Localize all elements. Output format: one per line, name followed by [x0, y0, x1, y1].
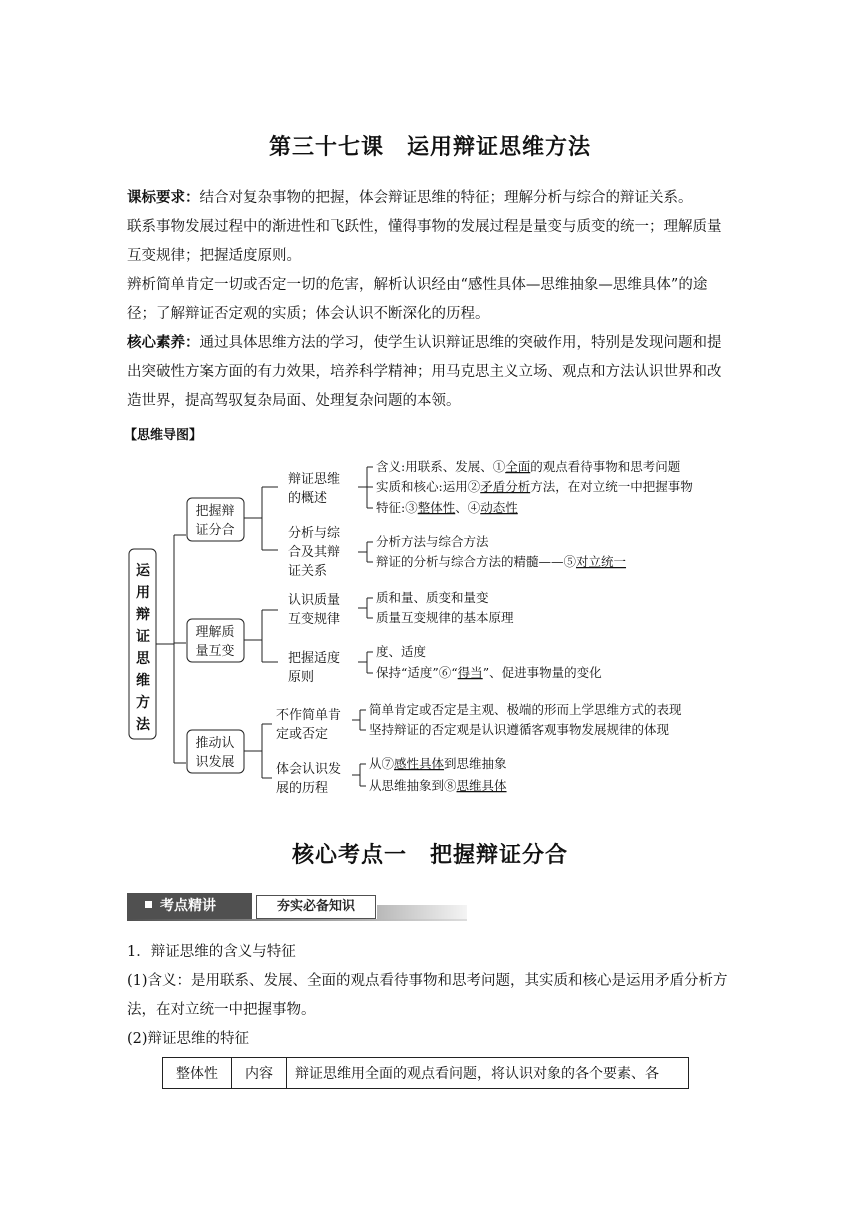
root-char-1: 运 — [136, 563, 150, 579]
standards-para-3: 辨析简单肯定一切或否定一切的危害，解析认识经由“感性具体—思维抽象—思维具体”的途径；了解辩证否定观的实质；体会认识不断深化的历程。 — [127, 277, 708, 322]
root-char-5: 思 — [136, 651, 150, 667]
branch-1-label-1: 把握辩 — [195, 504, 235, 519]
sub-2-2-label-1: 把握适度 — [288, 651, 341, 666]
sub-1-2-label-1: 分析与综 — [288, 526, 341, 541]
table-cell-feature: 整体性 — [163, 1058, 232, 1089]
item-1-1-2: 实质和核心:运用②矛盾分析方法，在对立统一中把握事物 — [376, 479, 693, 494]
item-2-1-2: 质量互变规律的基本原理 — [376, 610, 514, 625]
root-char-7: 方 — [136, 695, 150, 711]
page-title: 第三十七课 运用辩证思维方法 — [268, 135, 591, 160]
item-1-1-3: 特征:③整体性、④动态性 — [376, 500, 518, 515]
item-2-2-1: 度、适度 — [376, 644, 427, 659]
item-1-2-1: 分析方法与综合方法 — [376, 534, 489, 549]
item-1-2-2: 辩证的分析与综合方法的精髓——⑤对立统一 — [376, 554, 627, 569]
banner-light-label: 夯实必备知识 — [256, 895, 376, 919]
banner-fade — [377, 905, 467, 919]
sub-2-1-label-2: 互变规律 — [288, 612, 341, 627]
item-1-1-1: 含义:用联系、发展、①全面的观点看待事物和思考问题 — [376, 459, 681, 474]
sub-2-1-label-1: 认识质量 — [288, 593, 341, 608]
banner-underline — [127, 919, 467, 921]
standards-label: 课标要求： — [127, 190, 200, 206]
root-char-4: 证 — [136, 629, 150, 645]
point1-definition: (1)含义：是用联系、发展、全面的观点看待事物和思考问题，其实质和核心是运用矛盾分析方法，在对立统一中把握事物。 — [127, 973, 728, 1018]
core-text: 通过具体思维方法的学习，使学生认识辩证思维的突破作用，特别是发现问题和提出突破性方案方面的有力效果，培养科学精神；用马克思主义立场、观点和方法认识世界和改造世界，提高驾驭复杂局面、处理复杂问题的本领。 — [127, 335, 722, 409]
square-icon — [145, 901, 152, 908]
section-title: 核心考点一 把握辩证分合 — [291, 843, 568, 868]
item-3-1-1: 简单肯定或否定是主观、极端的形而上学思维方式的表现 — [369, 702, 682, 717]
item-2-1-1: 质和量、质变和量变 — [376, 590, 489, 605]
sub-1-2-label-2: 合及其辩 — [288, 545, 341, 560]
point1-features-heading: (2)辩证思维的特征 — [127, 1031, 250, 1047]
sub-2-2-label-2: 原则 — [288, 670, 315, 685]
banner-dark-label: 考点精讲 — [160, 898, 216, 914]
item-3-1-2: 坚持辩证的否定观是认识遵循客观事物发展规律的体现 — [369, 722, 670, 737]
item-3-2-2: 从思维抽象到⑧思维具体 — [369, 778, 507, 793]
point1-heading: 1．辩证思维的含义与特征 — [127, 944, 296, 960]
table-cell-type: 内容 — [232, 1058, 287, 1089]
branch-2-label-2: 量互变 — [195, 644, 235, 659]
table-cell-content: 辩证思维用全面的观点看问题，将认识对象的各个要素、各 — [287, 1058, 689, 1089]
sub-3-1-label-1: 不作简单肯 — [276, 708, 342, 723]
branch-1-label-2: 证分合 — [195, 523, 235, 538]
root-char-3: 辩 — [136, 607, 150, 623]
section-banner — [127, 893, 467, 921]
item-2-2-2: 保持“适度”⑥“得当”、促进事物量的变化 — [376, 665, 602, 680]
branch-3-label-1: 推动认 — [195, 736, 235, 751]
banner-dark — [127, 893, 252, 919]
sub-3-2-label-2: 展的历程 — [276, 781, 329, 796]
sub-3-2-label-1: 体会认识发 — [276, 762, 342, 777]
standards-line-1: 结合对复杂事物的把握，体会辩证思维的特征；理解分析与综合的辩证关系。 — [199, 190, 693, 206]
standards-para-2: 联系事物发展过程中的渐进性和飞跃性，懂得事物的发展过程是量变与质变的统一；理解质量互变规律；把握适度原则。 — [127, 219, 722, 264]
mindmap-label: 【思维导图】 — [124, 428, 203, 443]
root-char-8: 法 — [136, 717, 150, 733]
branch-3-label-2: 识发展 — [195, 755, 235, 770]
branch-2-label-1: 理解质 — [195, 625, 235, 640]
sub-1-1-label-2: 的概述 — [288, 491, 328, 506]
sub-1-2-label-3: 证关系 — [288, 564, 328, 579]
sub-1-1-label-1: 辩证思维 — [288, 472, 341, 487]
root-char-6: 维 — [136, 673, 150, 689]
table-row — [163, 1058, 689, 1089]
sub-3-1-label-2: 定或否定 — [276, 727, 329, 742]
core-label: 核心素养： — [127, 335, 200, 351]
item-3-2-1: 从⑦感性具体到思维抽象 — [369, 756, 507, 771]
features-table — [162, 1057, 689, 1089]
root-char-2: 用 — [136, 585, 150, 601]
